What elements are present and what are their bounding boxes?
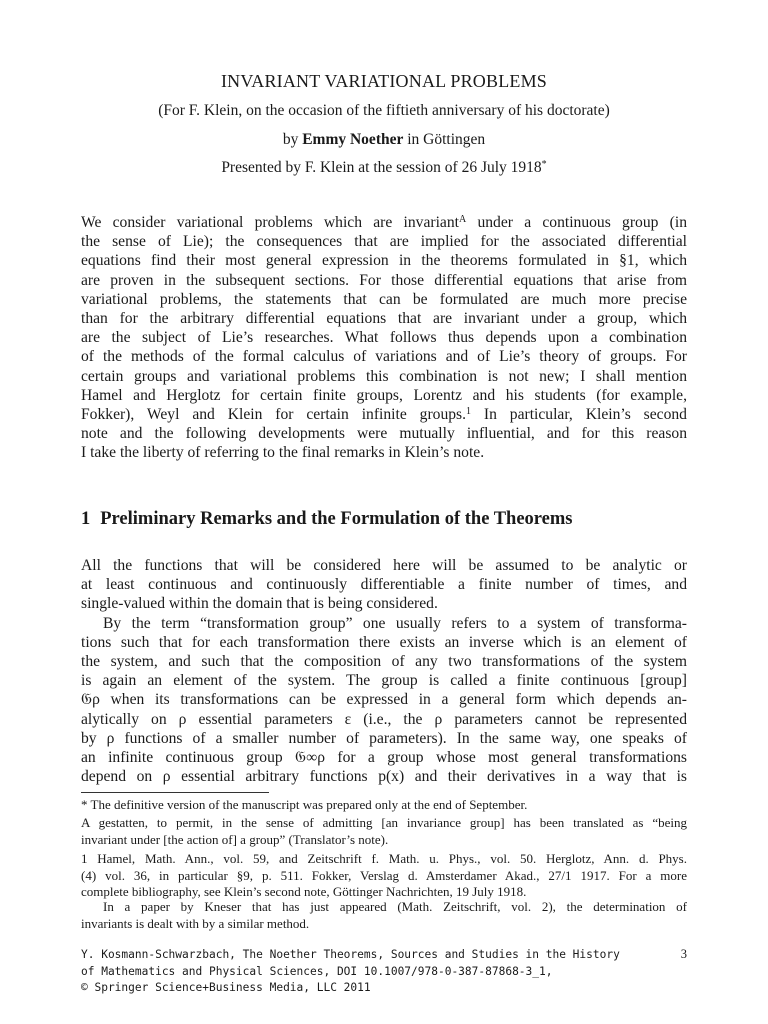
byline: [81, 131, 687, 149]
footnote-kneser: In a paper by Kneser that has just appeared (Math. Zeitschrift, vol. 2), the determination of invariants is dealt with by a similar method.: [81, 899, 687, 931]
byline-prefix: by: [282, 131, 303, 148]
section-number: 1: [81, 509, 91, 529]
page-number: 3: [680, 947, 687, 961]
intro-line: note and the following developments were mutually influential, and for this reason: [81, 425, 687, 443]
presented-line: [81, 159, 687, 177]
sec1-line: is again an element of the system. The group is called a finite continuous [group]: [81, 672, 687, 690]
presented-footnote-mark: *: [541, 159, 547, 170]
footnote-divider: [81, 792, 269, 793]
sec1-line: All the functions that will be considered here will be assumed to be analytic or: [81, 557, 687, 574]
author-name: Emmy Noether: [302, 131, 404, 148]
intro-line: certain groups and variational problems this combination is not new; I shall mention: [81, 367, 687, 385]
sec1-line: single-valued within the domain that is being considered.: [81, 595, 438, 613]
intro-line: of the methods of the formal calculus of variations and of Lie’s theory of groups. For: [81, 348, 687, 366]
footer-line: © Springer Science+Business Media, LLC 2011: [81, 981, 371, 995]
sec1-line: tions such that for each transformation there exists an inverse which is an element of: [81, 633, 687, 651]
intro-line: variational problems, the statements that can be formulated are much more precise: [81, 290, 687, 308]
sec1-line: by ρ functions of a smaller number of parameters). In the same way, one speaks of: [81, 729, 687, 747]
section-1-text: [81, 556, 687, 786]
footnote-star: * The definitive version of the manuscript was prepared only at the end of September.: [81, 797, 528, 812]
section-title: Preliminary Remarks and the Formulation of the Theorems: [100, 509, 573, 529]
intro-line: are the subject of Lie’s researches. What follows thus depends upon a combination: [81, 329, 687, 347]
sec1-line: the system, and such that the composition of any two transformations of the system: [81, 652, 687, 670]
sec1-line: at least continuous and continuously differentiable a finite number of times, and: [81, 576, 687, 594]
footnote-A: A gestatten, to permit, in the sense of admitting [an invariance group] has been translated as “being invariant under [the action of] a group” (Translator’s note).: [81, 815, 687, 847]
presented-text: Presented by F. Klein at the session of 26 July 1918: [221, 159, 542, 176]
intro-line: equations find their most general expression in the theorems formulated in §1, which: [81, 252, 687, 270]
citation-footer: [81, 947, 687, 997]
sec1-line: alytically on ρ essential parameters ε (i.e., the ρ parameters cannot be represented: [81, 710, 687, 728]
intro-line: are proven in the subsequent sections. For those differential equations that arise from: [81, 271, 687, 289]
footnote-1: 1 Hamel, Math. Ann., vol. 59, and Zeitschrift f. Math. u. Phys., vol. 50. Herglotz, Ann. d. Phys. (4) vol. 36, in particular §9, p. 511. Fokker, Verslag d. Amsterdamer Akad., 27/1 1917. For a more complete bibliography, see Klein’s second note, Göttinger Nachrichten, 19 July 1918.: [81, 851, 687, 899]
intro-line: the sense of Lie); the consequences that are implied for the associated differential: [81, 233, 687, 251]
sec1-line: 𝔊ρ when its transformations can be expressed in a general form which depends an-: [81, 691, 687, 709]
intro-line: Hamel and Herglotz for certain finite groups, Lorentz and his students (for example,: [81, 386, 687, 404]
sec1-line: an infinite continuous group 𝔊∞ρ for a group whose most general transformations: [81, 748, 687, 766]
intro-line: than for the arbitrary differential equations that are invariant under a group, which: [81, 309, 687, 327]
footnote-mark-A: A: [458, 214, 467, 225]
sec1-line: By the term “transformation group” one usually refers to a system of transforma-: [103, 614, 687, 632]
paper-subtitle: (For F. Klein, on the occasion of the fiftieth anniversary of his doctorate): [158, 102, 610, 119]
footer-line: Y. Kosmann-Schwarzbach, The Noether Theorems, Sources and Studies in the History: [81, 948, 620, 961]
intro-paragraph: [81, 213, 687, 462]
byline-suffix: in Göttingen: [403, 131, 486, 148]
sec1-line: depend on ρ essential arbitrary functions p(x) and their derivatives in a way that is: [81, 768, 687, 786]
footer-line: of Mathematics and Physical Sciences, DOI 10.1007/978-0-387-87868-3_1,: [81, 964, 553, 978]
intro-line: Fokker), Weyl and Klein for certain infinite groups.$^1$ In particular, Klein’s second: [81, 405, 687, 423]
section-heading: [81, 509, 687, 530]
paper-title: INVARIANT VARIATIONAL PROBLEMS: [220, 71, 548, 91]
intro-line: We consider variational problems which are invariant$^A$ under a continuous group (in: [81, 214, 687, 231]
footnote-mark-1: 1: [466, 405, 471, 417]
intro-line: I take the liberty of referring to the final remarks in Klein’s note.: [81, 444, 485, 462]
